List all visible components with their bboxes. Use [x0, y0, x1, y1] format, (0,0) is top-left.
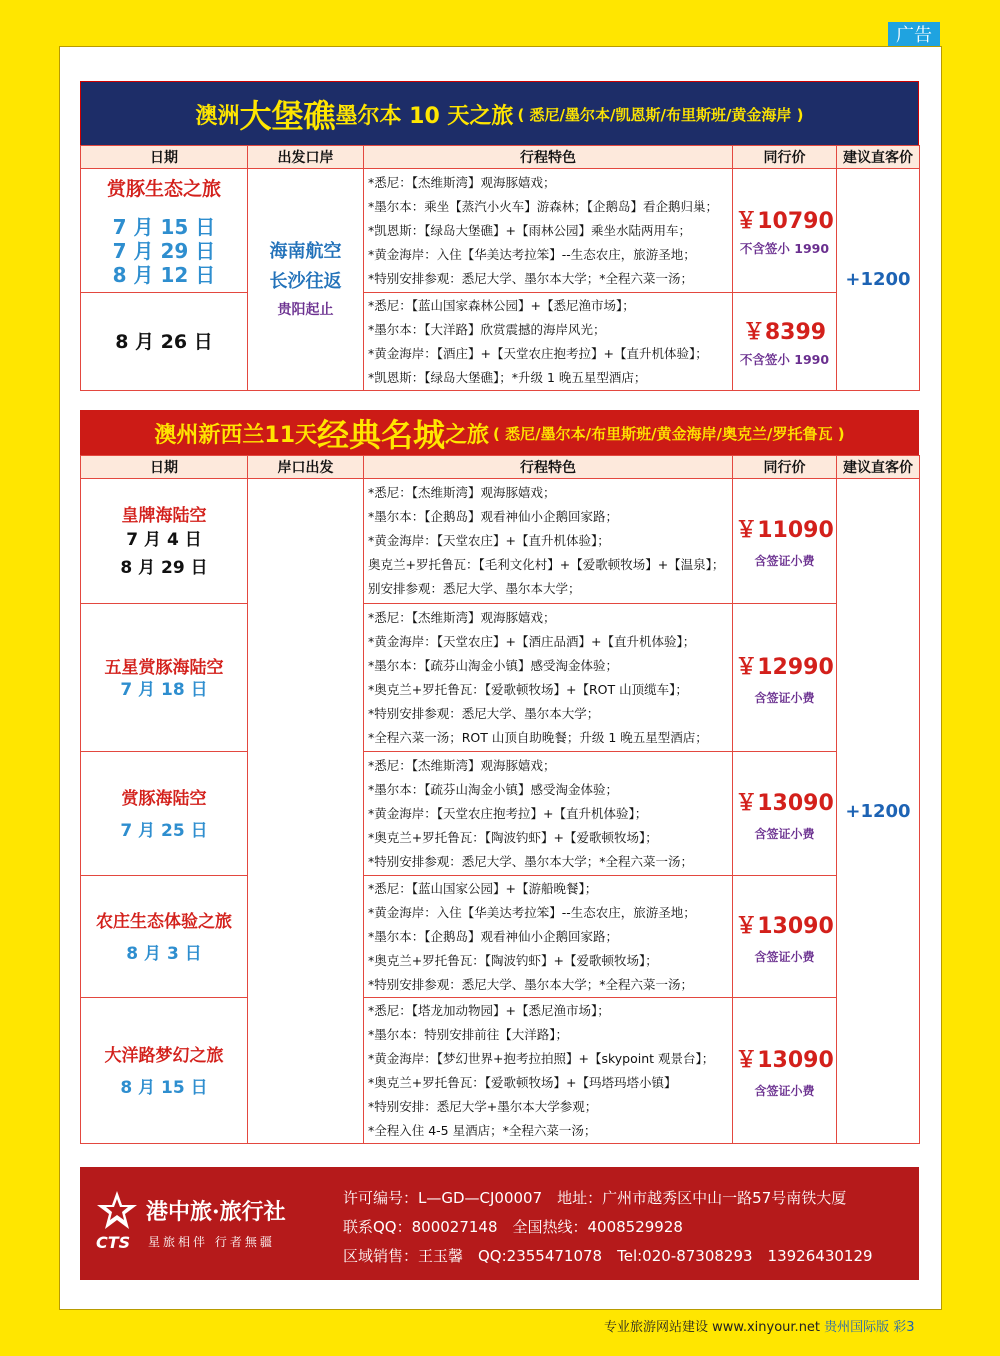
departure-date: 7 月 15 日 [112, 215, 216, 239]
departure-date: 7 月 29 日 [112, 239, 216, 263]
feature-line: *黄金海岸：入住【华美达考拉笨】--生态农庄，旅游圣地； [368, 904, 696, 920]
tour-name: 赏豚海陆空 [121, 789, 207, 809]
feature-line: *墨尔本：【企鹅岛】观看神仙小企鹅回家路； [368, 928, 619, 944]
tour1-title-a: 澳洲 [195, 103, 240, 129]
tour-name: 五星赏豚海陆空 [104, 658, 224, 678]
features-cell [364, 752, 733, 876]
tour2-title-a: 澳州新西兰11天 [154, 422, 318, 448]
departure-date: 8 月 12 日 [112, 263, 216, 287]
price-cell [733, 998, 837, 1144]
departure-date: 8 月 26 日 [115, 330, 213, 353]
feature-line: *黄金海岸：【天堂农庄抱考拉】+【直升机体验】； [368, 805, 648, 821]
trade-price: ￥13090 [735, 790, 834, 816]
price-cell [733, 876, 837, 998]
date-cell [81, 604, 248, 752]
price-cell [733, 293, 837, 391]
features-cell [364, 479, 733, 604]
table-row [81, 169, 920, 293]
footer-edition: 贵州国际版 [820, 1320, 890, 1335]
tour1-title-route: ( 悉尼/墨尔本/凯恩斯/布里斯班/黄金海岸 ) [517, 105, 804, 124]
table-row [81, 998, 920, 1144]
tour1-title-b: 大堡礁 [239, 97, 336, 135]
feature-line: *墨尔本：乘坐【蒸汽小火车】游森林；【企鹅岛】看企鹅归巢； [368, 198, 719, 214]
features-cell [364, 604, 733, 752]
tour2-table [80, 455, 920, 1144]
departure-date: 7 月 18 日 [120, 680, 208, 700]
price-note: 含签证小费 [754, 690, 815, 705]
tour2-title-b: 经典名城 [317, 416, 446, 454]
feature-line: *黄金海岸：入住【华美达考拉笨】--生态农庄，旅游圣地； [368, 246, 696, 262]
departure-date: 8 月 3 日 [126, 944, 202, 964]
feature-line: *奥克兰+罗托鲁瓦：【陶波钓虾】+【爱歌顿牧场】； [368, 952, 658, 968]
feature-line: *悉尼：【蓝山国家公园】+【游船晚餐】； [368, 880, 598, 896]
feature-line: *悉尼：【杰维斯湾】观海豚嬉戏； [368, 757, 556, 773]
header-trade-price: 同行价 [733, 146, 837, 169]
tour2-title-route: ( 悉尼/墨尔本/布里斯班/黄金海岸/奥克兰/罗托鲁瓦 ) [493, 424, 845, 443]
tour-name: 赏豚生态之旅 [106, 178, 221, 200]
features-cell [364, 293, 733, 391]
header-date: 日期 [81, 456, 248, 479]
feature-line: *凯恩斯：【绿岛大堡礁】；*升级 1 晚五星型酒店； [368, 369, 647, 385]
route: 长沙往返 [269, 270, 342, 292]
agency-footer [80, 1167, 919, 1280]
feature-line: *悉尼：【杰维斯湾】观海豚嬉戏； [368, 174, 556, 190]
tour1-title-c: 墨尔本 10 天之旅 [335, 103, 514, 129]
feature-line: *黄金海岸：【梦幻世界+抱考拉拍照】+【skypoint 观景台】； [368, 1050, 715, 1066]
header-suggested-price: 建议直客价 [837, 146, 920, 169]
feature-line: *奥克兰+罗托鲁瓦：【陶波钓虾】+【爱歌顿牧场】； [368, 829, 658, 845]
logo-cn: 港中旅·旅行社 [146, 1199, 286, 1225]
header-port: 岸口出发 [248, 456, 364, 479]
logo-en: CTS [96, 1233, 131, 1252]
feature-line: *特别安排参观：悉尼大学、墨尔本大学；*全程六菜一汤； [368, 270, 694, 286]
feature-line: *奥克兰+罗托鲁瓦：【爱歌顿牧场】+【玛塔玛塔小镇】 [368, 1074, 677, 1090]
features-cell [364, 169, 733, 293]
feature-line: *特别安排：悉尼大学+墨尔本大学参观； [368, 1098, 598, 1114]
price-cell [733, 479, 837, 604]
table-row [81, 752, 920, 876]
feature-line: *墨尔本：【疏芬山淘金小镇】感受淘金体验； [368, 781, 619, 797]
port-cell [248, 479, 364, 1144]
price-note: 含签证小费 [754, 826, 815, 841]
tour-name: 农庄生态体验之旅 [96, 912, 232, 932]
feature-line: 别安排参观：悉尼大学、墨尔本大学； [368, 581, 581, 596]
departure-date: 8 月 15 日 [120, 1078, 208, 1098]
feature-line: *黄金海岸：【天堂农庄】+【酒庄品酒】+【直升机体验】； [368, 633, 696, 649]
tour-name: 皇牌海陆空 [121, 505, 207, 526]
feature-line: *特别安排参观：悉尼大学、墨尔本大学；*全程六菜一汤； [368, 853, 694, 869]
feature-line: *悉尼：【杰维斯湾】观海豚嬉戏； [368, 609, 556, 625]
price-cell [733, 169, 837, 293]
tour2-title-c: 之旅 [445, 422, 490, 448]
feature-line: *特别安排参观：悉尼大学、墨尔本大学； [368, 705, 600, 721]
feature-line: *墨尔本：【大洋路】欣赏震撼的海岸风光； [368, 321, 606, 337]
table-row [81, 293, 920, 391]
page-footer-note [604, 1316, 915, 1335]
footer-line-sales: 区域销售：王玉馨 QQ:2355471078 Tel:020-87308293 13926430129 [343, 1247, 873, 1265]
feature-line: *墨尔本：【疏芬山淘金小镇】感受淘金体验； [368, 657, 619, 673]
page-number: 彩3 [889, 1320, 915, 1335]
price-note: 含签证小费 [754, 1083, 815, 1098]
date-cell [81, 293, 248, 391]
header-features: 行程特色 [364, 146, 733, 169]
table-row [81, 479, 920, 604]
trade-price: ￥12990 [735, 654, 834, 680]
tour2-banner [80, 410, 919, 456]
date-cell [81, 998, 248, 1144]
features-cell [364, 876, 733, 998]
date-cell [81, 752, 248, 876]
feature-line: 奥克兰+罗托鲁瓦：【毛利文化村】+【爱歌顿牧场】+【温泉】； [368, 557, 725, 572]
port-cell [248, 169, 364, 391]
feature-line: *奥克兰+罗托鲁瓦：【爱歌顿牧场】+【ROT 山顶缆车】； [368, 681, 688, 697]
feature-line: *黄金海岸：【酒庄】+【天堂农庄抱考拉】+【直升机体验】； [368, 345, 708, 361]
footer-line-contact: 联系QQ：800027148 全国热线：4008529928 [343, 1218, 683, 1236]
agency-logo [96, 1189, 336, 1259]
price-cell [733, 752, 837, 876]
feature-line: *全程入住 4-5 星酒店；*全程六菜一汤； [368, 1122, 597, 1138]
trade-price: ￥11090 [735, 518, 834, 543]
feature-line: *特别安排参观：悉尼大学、墨尔本大学；*全程六菜一汤； [368, 976, 694, 992]
footer-url[interactable]: www.xinyour.net [712, 1320, 821, 1335]
header-trade-price: 同行价 [733, 456, 837, 479]
table-row [81, 604, 920, 752]
tour-name: 大洋路梦幻之旅 [104, 1046, 224, 1066]
table-row [81, 876, 920, 998]
price-note: 不含签小 1990 [739, 241, 830, 256]
port-note: 贵阳起止 [277, 301, 334, 318]
footer-text: 专业旅游网站建设 [604, 1320, 713, 1335]
trade-price: ￥13090 [735, 1047, 834, 1073]
trade-price: ￥10790 [735, 209, 834, 234]
trade-price: ￥8399 [742, 320, 827, 345]
feature-line: *全程六菜一汤；ROT 山顶自助晚餐；升级 1 晚五星型酒店； [368, 729, 708, 745]
header-suggested-price: 建议直客价 [837, 456, 920, 479]
date-cell [81, 169, 248, 293]
feature-line: *悉尼：【塔龙加动物园】+【悉尼渔市场】； [368, 1002, 610, 1018]
price-note: 不含签小 1990 [739, 352, 830, 367]
feature-line: *墨尔本：【企鹅岛】观看神仙小企鹅回家路； [368, 509, 619, 524]
feature-line: *墨尔本：特别安排前往【大洋路】； [368, 1026, 569, 1042]
feature-line: *黄金海岸：【天堂农庄】+【直升机体验】； [368, 533, 610, 548]
departure-date: 8 月 29 日 [120, 557, 208, 578]
trade-price: ￥13090 [735, 913, 834, 939]
logo-slogan: 星旅相伴 行者無疆 [148, 1235, 275, 1249]
tour1-table [80, 145, 920, 391]
feature-line: *悉尼：【杰维斯湾】观海豚嬉戏； [368, 485, 556, 500]
price-cell [733, 604, 837, 752]
price-note: 含签证小费 [754, 949, 815, 964]
features-cell [364, 998, 733, 1144]
price-note: 含签证小费 [754, 554, 815, 568]
airline: 海南航空 [269, 240, 342, 262]
tour1-banner [80, 81, 919, 147]
date-cell [81, 479, 248, 604]
footer-line-license: 许可编号：L—GD—CJ00007 地址：广州市越秀区中山一路57号南铁大厦 [343, 1189, 847, 1207]
date-cell [81, 876, 248, 998]
suggested-price: +1200 [837, 479, 920, 1144]
departure-date: 7 月 4 日 [126, 529, 202, 550]
suggested-price: +1200 [837, 169, 920, 391]
departure-date: 7 月 25 日 [120, 821, 208, 841]
ad-label: 广告 [888, 22, 940, 50]
header-features: 行程特色 [364, 456, 733, 479]
feature-line: *凯恩斯：【绿岛大堡礁】+【雨林公园】乘坐水陆两用车； [368, 222, 691, 238]
feature-line: *悉尼：【蓝山国家森林公园】+【悉尼渔市场】； [368, 297, 635, 313]
header-port: 出发口岸 [248, 146, 364, 169]
star-logo-icon [96, 1189, 138, 1231]
header-date: 日期 [81, 146, 248, 169]
